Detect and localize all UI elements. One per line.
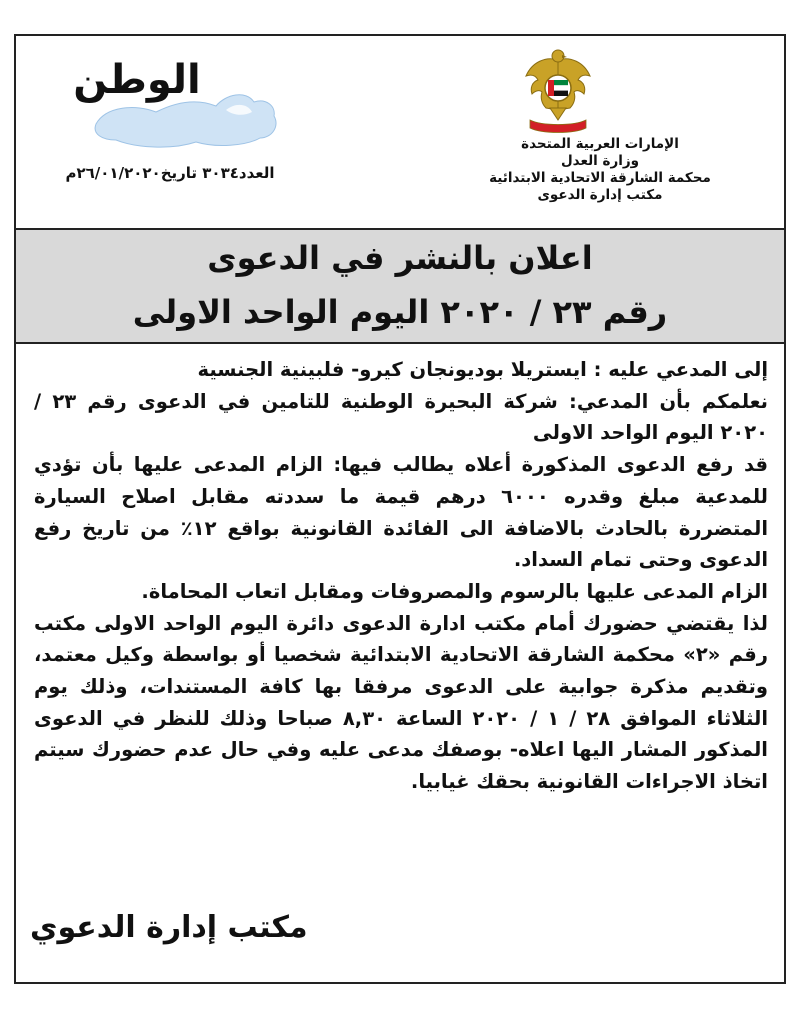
issue-number-date: العدد٣٠٣٤ تاريخ٢٦/٠١/٢٠٢٠م [65,164,275,182]
fees-paragraph: الزام المدعى عليها بالرسوم والمصروفات ومقابل اتعاب المحاماة. [141,579,768,603]
signature-office: مكتب إدارة الدعوي [30,910,308,945]
announcement-title: اعلان بالنشر في الدعوى [207,239,593,277]
announcement-frame [14,34,786,984]
issuer-court: محكمة الشارقة الاتحادية الابتدائية [489,170,711,186]
issuer-office: مكتب إدارة الدعوى [537,187,663,203]
case-number-title: رقم ٢٣ / ٢٠٢٠ اليوم الواحد الاولى [132,293,668,331]
summons-paragraph: لذا يقتضي حضورك أمام مكتب ادارة الدعوى دائرة اليوم الواحد الاولى مكتب رقم «٢» محكمة الشارقة الاتحادية الابتدائية شخصيا أو بواسطة وكيل معتمد، وتقديم مذكرة جوابية على الدعوى مرفقا بها كافة المستندات، وذلك يوم الثلاثاء الموافق ٢٨ / ١ / ٢٠٢٠ الساعة ٨,٣٠ صباحا وذلك للنظر في الدعوى المذكور المشار اليها اعلاه- بوصفك مدعى عليه وفي حال عدم حضورك سيتم اتخاذ الاجراءات القانونية بحقك غيابيا. [34,611,769,794]
newspaper-masthead: الوطن [73,57,201,103]
plaintiff-paragraph: نعلمكم بأن المدعي: شركة البحيرة الوطنية للتامين في الدعوى رقم ٢٣ / ٢٠٢٠ اليوم الواحد الاولى [34,389,768,445]
defendant-paragraph: إلى المدعي عليه : ايستريلا بوديونجان كيرو- فلبينية الجنسية [197,358,768,381]
issuer-country: الإمارات العربية المتحدة [521,136,679,152]
announcement-body [34,354,768,798]
issuer-ministry: وزارة العدل [560,153,640,169]
announcement-title-band [16,228,784,344]
uae-falcon-emblem-icon [522,46,594,134]
issuer-block [450,136,750,204]
claim-paragraph: قد رفع الدعوى المذكورة أعلاه يطالب فيها: الزام المدعى عليها بأن تؤدي للمدعية مبلغ وقدره ٦٠٠٠ درهم قيمة ما سددته مقابل اصلاح السيارة المتضررة بالحادث بالاضافة الى الفائدة القانونية بواقع ١٢٪ من تاريخ رفع الدعوى وحتى تمام السداد. [34,453,769,572]
